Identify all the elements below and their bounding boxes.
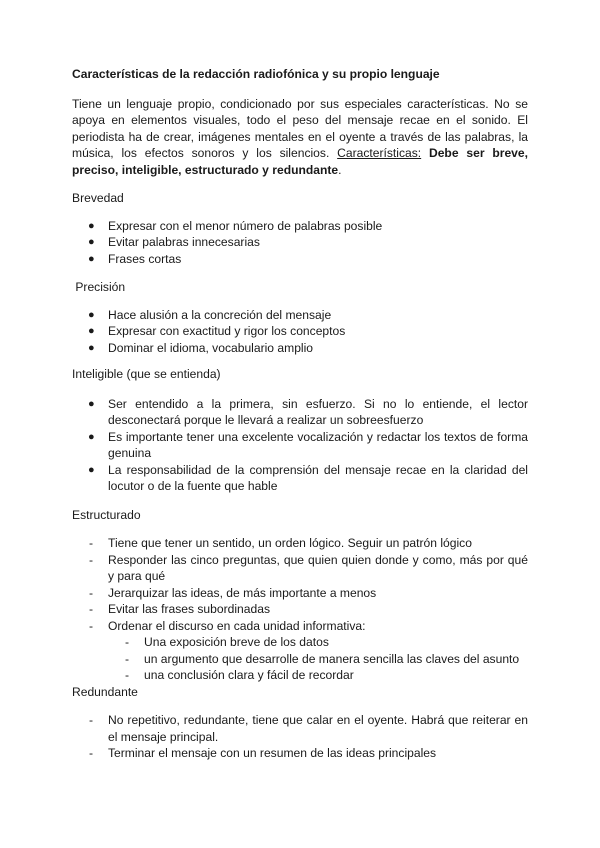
list-item: - Responder las cinco preguntas, que quien quien donde y como, más por qué y para qué xyxy=(89,552,528,583)
list-item: - Terminar el mensaje con un resumen de las ideas principales xyxy=(89,746,437,760)
estructurado-list xyxy=(72,535,528,684)
bullet-marker: ● xyxy=(88,463,95,476)
bullet-marker: ● xyxy=(88,219,95,232)
list-item: - No repetitivo, redundante, tiene que calar en el oyente. Habrá que reiterar en el mensaje principal. xyxy=(89,713,528,744)
dash-marker: - xyxy=(125,668,130,682)
sub-list-item: - Una exposición breve de los datos xyxy=(125,635,329,649)
intro-bold: Debe ser breve, preciso, inteligible, estructurado y redundante xyxy=(72,146,528,177)
list-item: ● Es importante tener una excelente vocalización y redactar los textos de forma genuina xyxy=(88,429,528,460)
sub-list-item: - una conclusión clara y fácil de recordar xyxy=(125,668,354,682)
bullet-marker: ● xyxy=(88,430,95,443)
list-item: - Jerarquizar las ideas, de más importante a menos xyxy=(89,585,377,600)
intro-paragraph xyxy=(72,96,528,179)
bullet-marker: ● xyxy=(88,325,95,337)
list-item: ● Frases cortas xyxy=(88,251,182,266)
dash-marker: - xyxy=(89,618,94,633)
brevedad-list xyxy=(72,218,528,268)
section-heading-estructurado: Estructurado xyxy=(72,507,141,522)
bullet-marker: ● xyxy=(88,236,95,248)
section-heading-redundante: Redundante xyxy=(72,684,138,699)
intro-underline: Características: xyxy=(337,146,422,160)
list-item: ● Evitar palabras innecesarias xyxy=(88,235,260,249)
dash-marker: - xyxy=(89,552,94,567)
section-heading-inteligible: Inteligible (que se entienda) xyxy=(72,367,221,381)
dash-marker: - xyxy=(89,602,94,616)
sub-list-item: - un argumento que desarrolle de manera sencilla las claves del asunto xyxy=(125,651,520,666)
dash-marker: - xyxy=(89,585,94,600)
dash-marker: - xyxy=(89,713,94,727)
list-item: ● Dominar el idioma, vocabulario amplio xyxy=(88,340,314,355)
section-heading-precision: Precisión xyxy=(72,280,126,294)
intro-text: Tiene un lenguaje propio, condicionado por sus especiales características. No se apoya en elementos visuales, todo el peso del mensaje recae en el sonido. El periodista ha de crear, imágenes mentales en el oyente a través de las palabras, la música, los efectos sonoros y los silencios. xyxy=(72,96,528,160)
list-item: ● Expresar con el menor número de palabras posible xyxy=(88,218,383,233)
list-item: - Tiene que tener un sentido, un orden lógico. Seguir un patrón lógico xyxy=(89,536,472,550)
inteligible-list xyxy=(72,396,528,495)
bullet-marker: ● xyxy=(88,252,95,265)
list-item: - Ordenar el discurso en cada unidad informativa: - Una exposición breve de los datos - un argumento que desarrolle de manera sencilla las claves del asunto - una conclusión clara y fácil de recordar xyxy=(72,618,528,684)
bullet-marker: ● xyxy=(88,308,95,321)
bullet-marker: ● xyxy=(88,397,95,410)
list-item: ● Hace alusión a la concreción del mensaje xyxy=(88,307,332,322)
intro-end: . xyxy=(338,162,342,177)
document-title: Características de la redacción radiofónica y su propio lenguaje xyxy=(72,67,440,81)
list-item: ● Ser entendido a la primera, sin esfuerzo. Si no lo entiende, el lector desconectará porque le llevará a realizar un sobreesfuerzo xyxy=(88,396,528,427)
dash-marker: - xyxy=(125,651,130,666)
dash-marker: - xyxy=(125,635,130,649)
list-item: ● La responsabilidad de la comprensión del mensaje recae en la claridad del locutor o de la fuente que hable xyxy=(88,462,528,493)
section-heading-brevedad: Brevedad xyxy=(72,191,124,205)
document-body xyxy=(72,66,528,762)
dash-marker: - xyxy=(89,536,94,550)
estructurado-sublist xyxy=(108,634,528,684)
bullet-marker: ● xyxy=(88,341,95,354)
redundante-list xyxy=(72,712,528,762)
dash-marker: - xyxy=(89,746,94,760)
list-item: - Evitar las frases subordinadas xyxy=(89,602,271,616)
list-item: ● Expresar con exactitud y rigor los conceptos xyxy=(88,324,346,338)
precision-list xyxy=(72,307,528,357)
